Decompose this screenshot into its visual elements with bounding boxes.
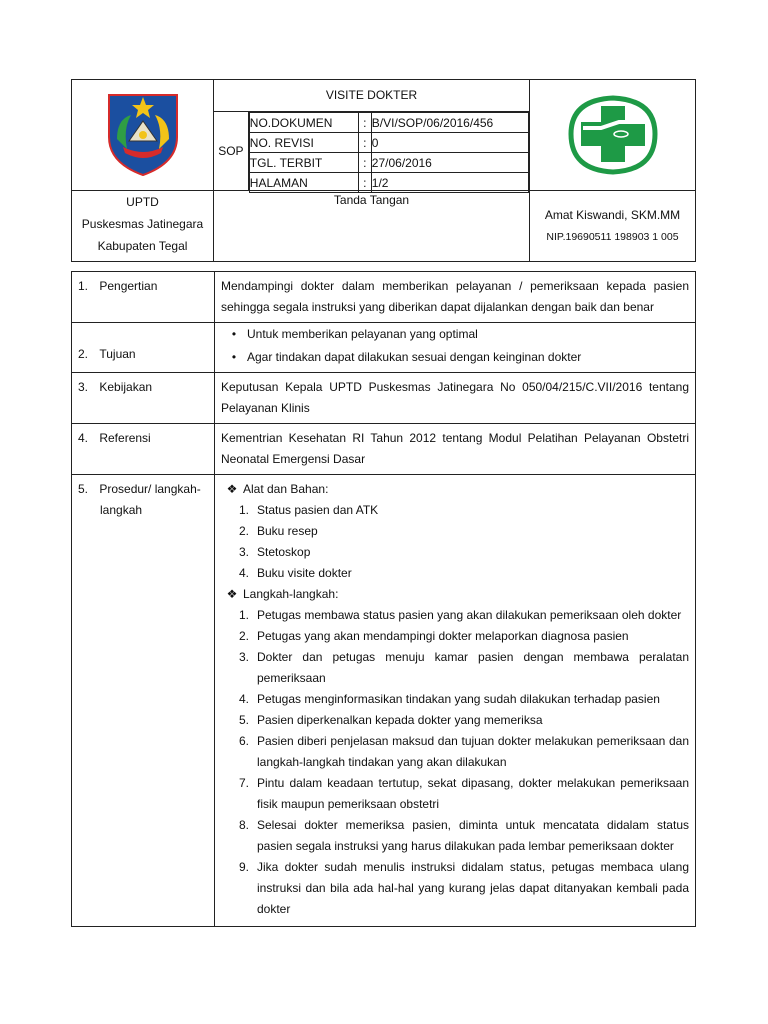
item-number: 6.	[238, 734, 249, 748]
tujuan-list	[215, 323, 696, 373]
row-label-cell	[72, 323, 215, 373]
organization-cell	[72, 191, 214, 262]
item-text: Buku visite dokter	[257, 566, 352, 580]
pengertian-text: Mendampingi dokter dalam memberikan pelayanan / pemeriksaan kepada pasien sehingga segala instruksi yang diberikan dapat dijalankan dengan baik dan benar	[215, 272, 696, 323]
meta-sep: :	[358, 133, 371, 153]
row-number: 5.	[78, 482, 89, 496]
row-number: 4.	[78, 431, 89, 445]
list-item	[221, 542, 689, 563]
row-label-cell	[72, 424, 215, 475]
item-number: 1.	[238, 608, 249, 622]
list-item	[221, 500, 689, 521]
item-number: 2.	[238, 629, 249, 643]
row-number: 1.	[78, 279, 89, 293]
item-text: Pasien diberi penjelasan maksud dan tujuan dokter melakukan pemeriksaan dan langkah-langkah tindakan yang akan dilakukan	[257, 734, 689, 769]
row-label: Kebijakan	[99, 380, 153, 394]
referensi-text: Kementrian Kesehatan RI Tahun 2012 tentang Modul Pelatihan Pelayanan Obstetri Neonatal Emergensi Dasar	[215, 424, 696, 475]
signer-cell	[530, 191, 696, 262]
list-item	[221, 647, 689, 689]
item-text: Buku resep	[257, 524, 318, 538]
title-cell	[214, 80, 530, 191]
org-line-3: Kabupaten Tegal	[97, 239, 188, 253]
list-item	[221, 857, 689, 920]
row-tujuan	[72, 323, 696, 373]
item-number: 4.	[238, 566, 249, 580]
regency-emblem-cell	[72, 80, 214, 191]
langkah-section-title: ❖ Langkah-langkah:	[221, 584, 689, 605]
row-label-cell	[72, 475, 215, 927]
item-number: 5.	[238, 713, 249, 727]
org-line-1: UPTD	[126, 195, 159, 209]
list-item	[221, 521, 689, 542]
item-text: Pasien diperkenalkan kepada dokter yang memeriksa	[257, 713, 543, 727]
row-prosedur	[72, 475, 696, 927]
page-title: VISITE DOKTER	[214, 80, 529, 112]
meta-value: 1/2	[371, 173, 528, 193]
row-referensi	[72, 424, 696, 475]
row-number: 3.	[78, 380, 89, 394]
alat-section-title: ❖ Alat dan Bahan:	[221, 479, 689, 500]
document-meta-table	[249, 112, 529, 193]
meta-value: 0	[371, 133, 528, 153]
signature-cell	[214, 191, 530, 262]
item-number: 8.	[238, 818, 249, 832]
puskesmas-cross-logo-icon	[561, 92, 665, 176]
meta-row	[249, 133, 528, 153]
item-number: 1.	[238, 503, 249, 517]
header-table	[71, 79, 696, 262]
signer-nip: NIP.19690511 198903 1 005	[546, 231, 679, 243]
diamond-bullet-icon: ❖	[226, 482, 238, 496]
row-label: Prosedur/ langkah-	[99, 482, 201, 496]
alat-list	[221, 500, 689, 584]
langkah-list	[221, 605, 689, 920]
meta-value: 27/06/2016	[371, 153, 528, 173]
row-number: 2.	[78, 347, 89, 361]
signer-name: Amat Kiswandi, SKM.MM	[544, 208, 681, 222]
item-text: Petugas membawa status pasien yang akan dilakukan pemeriksaan oleh dokter	[257, 608, 682, 622]
item-number: 3.	[238, 545, 249, 559]
meta-value: B/VI/SOP/06/2016/456	[371, 113, 528, 133]
sop-content-table	[71, 271, 696, 927]
puskesmas-logo-cell	[530, 80, 696, 191]
list-item	[221, 710, 689, 731]
item-number: 9.	[238, 860, 249, 874]
item-number: 3.	[238, 650, 249, 664]
row-label: Pengertian	[99, 279, 158, 293]
list-item	[221, 605, 689, 626]
item-text: Dokter dan petugas menuju kamar pasien dengan membawa peralatan pemeriksaan	[257, 650, 689, 685]
item-text: Petugas menginformasikan tindakan yang sudah dilakukan terhadap pasien	[257, 692, 660, 706]
signature-label: Tanda Tangan	[333, 193, 410, 207]
list-item	[221, 689, 689, 710]
list-item	[221, 731, 689, 773]
sop-label: SOP	[214, 112, 249, 190]
item-text: Petugas yang akan mendampingi dokter melaporkan diagnosa pasien	[257, 629, 629, 643]
item-text: Jika dokter sudah menulis instruksi didalam status, petugas membaca ulang instruksi dan bila ada hal-hal yang kurang jelas dapat ditanyakan kembali pada dokter	[257, 860, 689, 916]
meta-row	[249, 113, 528, 133]
meta-sep: :	[358, 153, 371, 173]
regency-emblem-icon	[103, 91, 183, 177]
list-item	[221, 773, 689, 815]
row-label-cell	[72, 272, 215, 323]
row-label-cont: langkah	[100, 503, 143, 517]
list-item: • Untuk memberikan pelayanan yang optimal	[231, 327, 478, 341]
item-number: 4.	[238, 692, 249, 706]
meta-label: NO. REVISI	[249, 133, 358, 153]
list-item: • Agar tindakan dapat dilakukan sesuai dengan keinginan dokter	[231, 350, 582, 364]
meta-sep: :	[358, 113, 371, 133]
item-text: Stetoskop	[257, 545, 311, 559]
meta-row	[249, 153, 528, 173]
org-line-2: Puskesmas Jatinegara	[81, 217, 204, 231]
prosedur-content	[215, 475, 696, 927]
item-number: 2.	[238, 524, 249, 538]
diamond-bullet-icon: ❖	[226, 587, 238, 601]
meta-label: HALAMAN	[249, 173, 358, 193]
item-number: 7.	[238, 776, 249, 790]
meta-label: NO.DOKUMEN	[249, 113, 358, 133]
meta-row	[249, 173, 528, 193]
meta-label: TGL. TERBIT	[249, 153, 358, 173]
list-item	[221, 626, 689, 647]
row-label: Tujuan	[99, 347, 136, 361]
list-item	[221, 815, 689, 857]
item-text: Selesai dokter memeriksa pasien, diminta untuk mencatata didalam status pasien segala instruksi yang harus dilakukan pada lembar pemeriksaan dokter	[257, 818, 689, 853]
row-label: Referensi	[99, 431, 151, 445]
item-text: Status pasien dan ATK	[257, 503, 379, 517]
row-label-cell	[72, 373, 215, 424]
list-item	[221, 563, 689, 584]
kebijakan-text: Keputusan Kepala UPTD Puskesmas Jatinegara No 050/04/215/C.VII/2016 tentang Pelayanan Klinis	[215, 373, 696, 424]
row-kebijakan	[72, 373, 696, 424]
row-pengertian	[72, 272, 696, 323]
meta-sep: :	[358, 173, 371, 193]
item-text: Pintu dalam keadaan tertutup, sekat dipasang, dokter melakukan pemeriksaan fisik maupun pemeriksaan obstetri	[257, 776, 689, 811]
